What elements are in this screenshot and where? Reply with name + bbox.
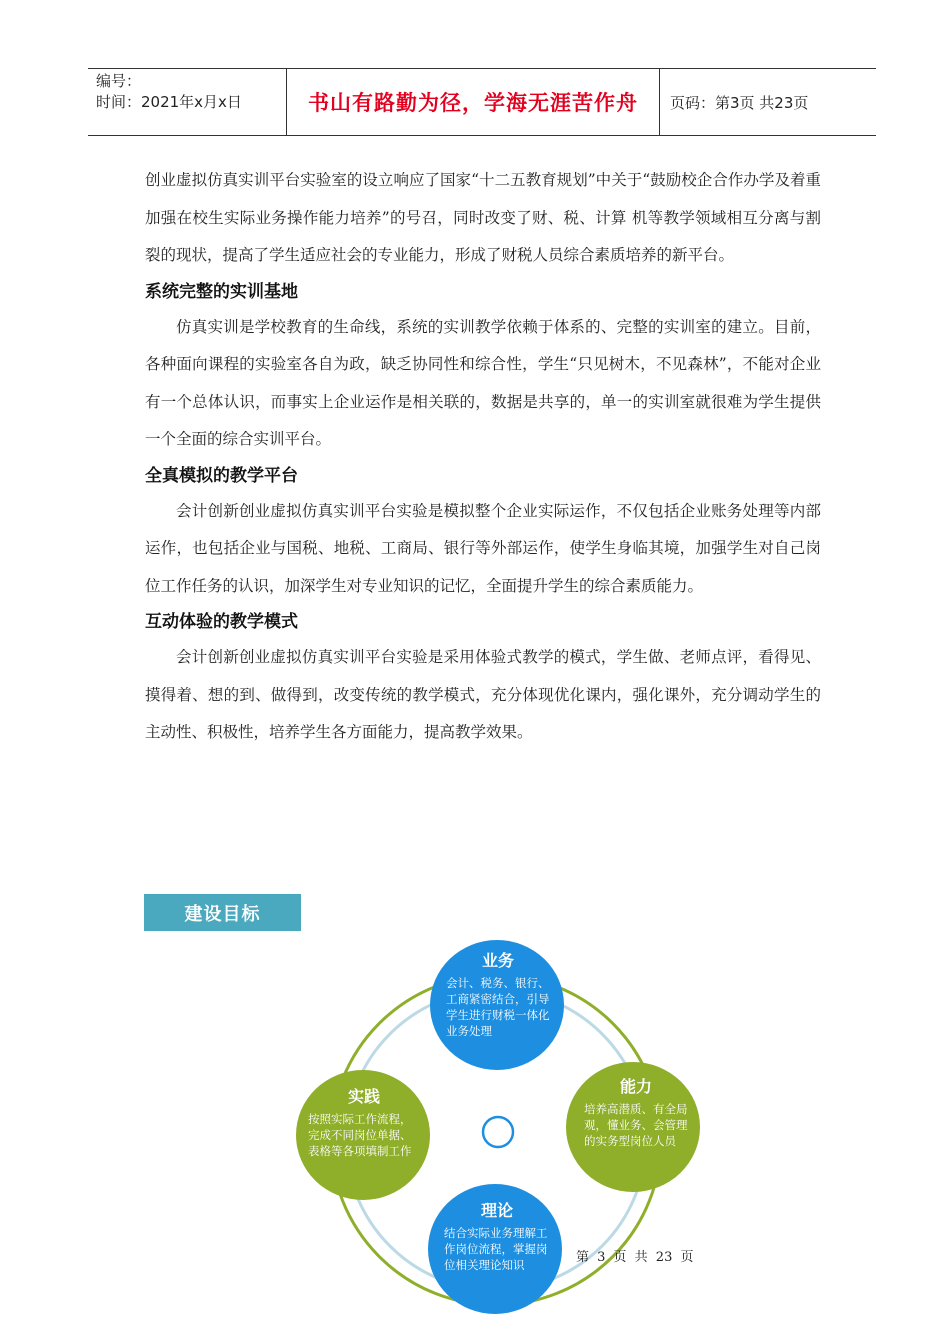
node-ability-title: 能力 [619,1077,652,1096]
section-paragraph-training-base: 仿真实训是学校教育的生命线，系统的实训教学依赖于体系的、完整的实训室的建立。目前，各种面向课程的实验室各自为政，缺乏协同性和综合性，学生“只见树木，不见森林”，不能对企业有一个总体认识，而事实上企业运作是相关联的，数据是共享的，单一的实训室就很难为学生提供一个全面的综合实训平台。 [145,317,821,448]
node-practice [296,1070,430,1200]
intro-paragraph: 创业虚拟仿真实训平台实验室的设立响应了国家“十二五教育规划”中关于“鼓励校企合作办学及着重加强在校生实际业务操作能力培养”的号召，同时改变了财、税、计算 机等教学领域相互分离与割裂的现状，提高了学生适应社会的专业能力，形成了财税人员综合素质培养的新平台。 [145,171,821,264]
node-ability [566,1062,700,1192]
node-business-title: 业务 [481,951,514,970]
document-number-label: 编号： [96,72,142,90]
node-theory-title: 理论 [480,1201,513,1220]
node-business [430,940,564,1070]
center-ring [483,1117,513,1147]
node-practice-title: 实践 [347,1087,380,1106]
header-motto: 书山有路勤为径，学海无涯苦作舟 [287,69,660,135]
section-paragraph-teaching-mode: 会计创新创业虚拟仿真实训平台实验是采用体验式教学的模式，学生做、老师点评，看得见、摸得着、想的到、做得到，改变传统的教学模式，充分体现优化课内，强化课外，充分调动学生的主动性、积极性，培养学生各方面能力，提高教学效果。 [145,648,821,741]
page-header [88,68,876,136]
section-paragraph-teaching-platform: 会计创新创业虚拟仿真实训平台实验是模拟整个企业实际运作，不仅包括企业账务处理等内部运作，也包括企业与国税、地税、工商局、银行等外部运作，使学生身临其境，加强学生对自己岗位工作任务的认识，加深学生对专业知识的记忆，全面提升学生的综合素质能力。 [145,501,821,595]
goal-diagram [260,940,720,1344]
node-business-desc: 会计、税务、银行、工商紧密结合，引导学生进行财税一体化业务处理 [446,976,550,1038]
construction-goal-banner: 建设目标 [144,894,301,931]
document-time-label: 时间：2021年x月x日 [96,93,242,111]
section-heading-training-base: 系统完整的实训基地 [145,281,298,302]
footer-page-number: 第 3 页 共 23 页 [576,1250,694,1265]
section-heading-teaching-mode: 互动体验的教学模式 [145,612,298,632]
node-theory [428,1184,562,1314]
node-practice-desc: 按照实际工作流程，完成不同岗位单据、表格等各项填制工作 [308,1112,412,1158]
node-ability-desc: 培养高潜质、有全局观，懂业务、会管理的实务型岗位人员 [584,1102,688,1148]
header-meta [88,69,287,135]
document-body [145,162,821,752]
section-heading-teaching-platform: 全真模拟的教学平台 [145,465,298,486]
node-theory-desc: 结合实际业务理解工作岗位流程，掌握岗位相关理论知识 [444,1226,548,1272]
header-page-label: 页码：第3页 共23页 [670,93,809,112]
